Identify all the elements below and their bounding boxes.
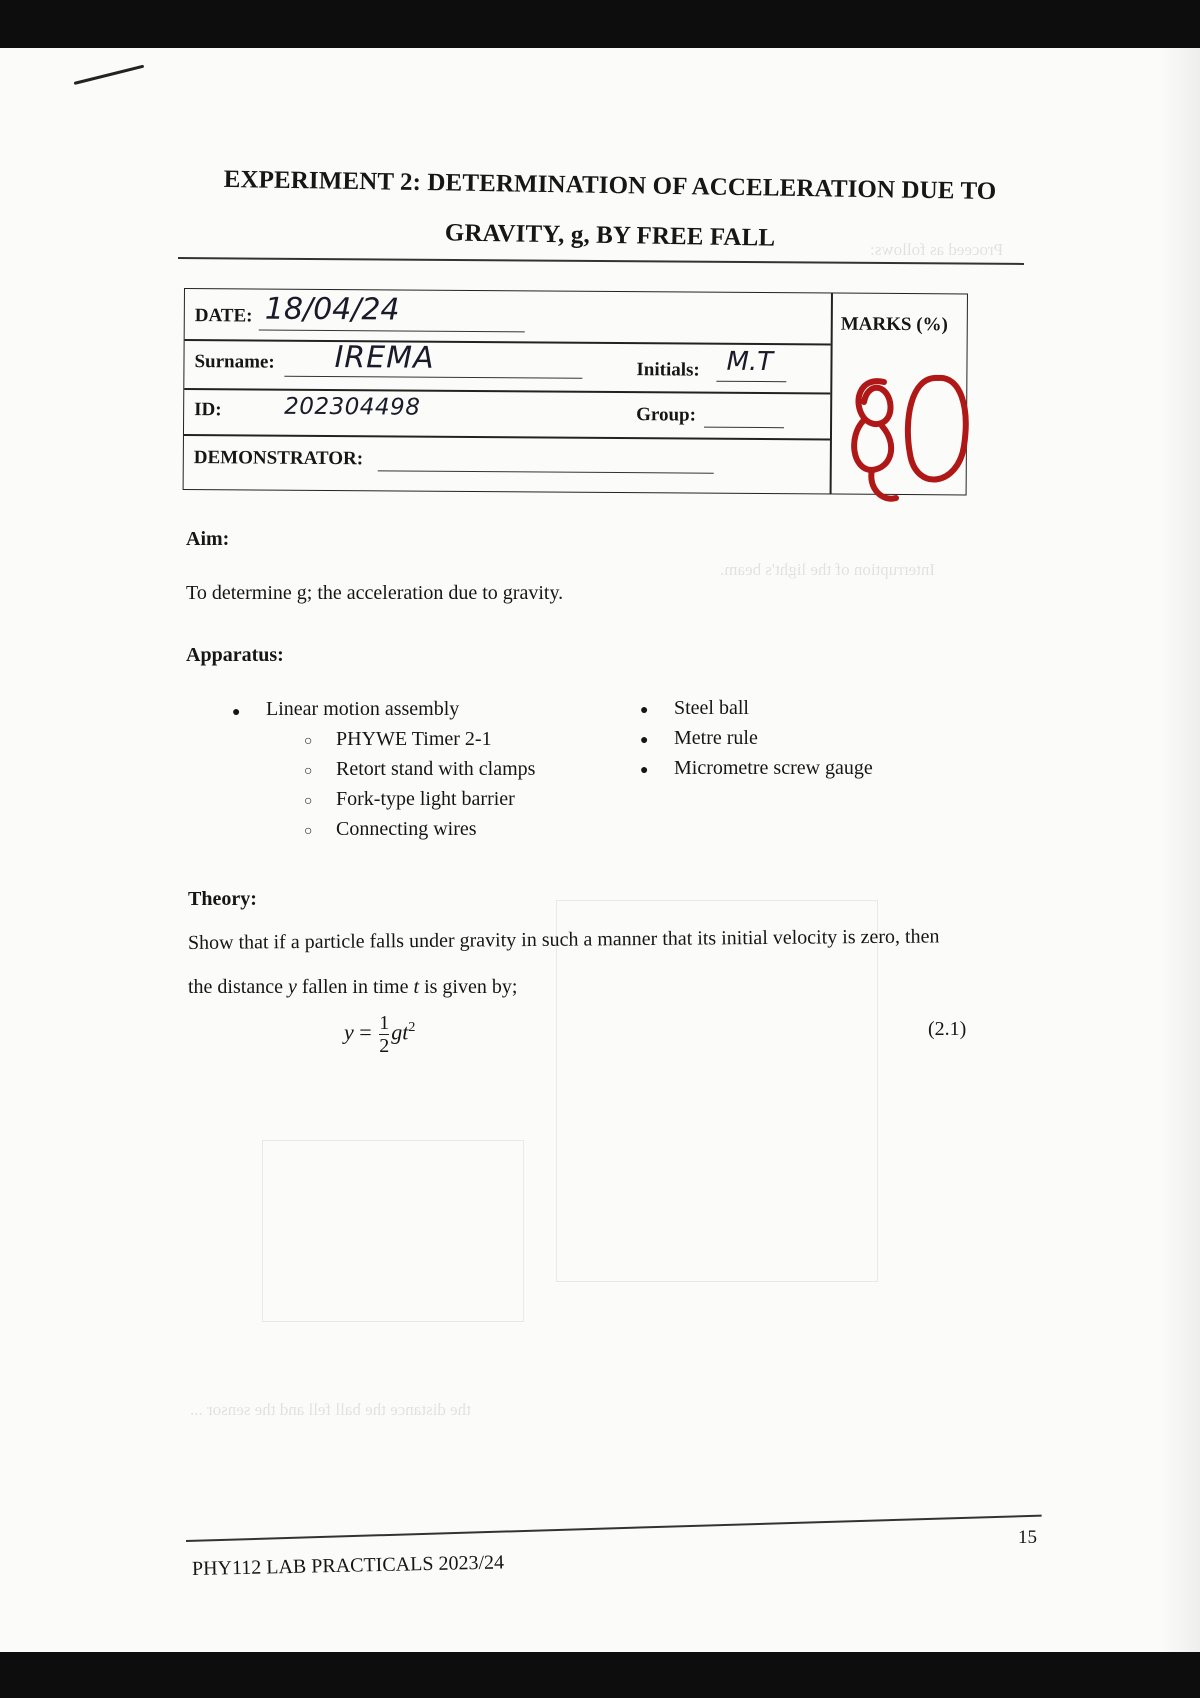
marks-label: MARKS (%) <box>840 313 948 336</box>
apparatus-heading: Apparatus: <box>186 644 284 666</box>
apparatus-sub-item: Retort stand with clamps <box>336 758 536 780</box>
apparatus-item: Micrometre screw gauge <box>674 757 873 779</box>
initials-value: M.T <box>726 346 774 378</box>
bullet-icon: ● <box>640 733 649 748</box>
theory-text-line-2: the distance y fallen in time t is given by; <box>188 976 518 998</box>
apparatus-sub-item: Fork-type light barrier <box>336 788 515 810</box>
handwritten-grade-mark <box>838 362 978 512</box>
footer-course-label: PHY112 LAB PRACTICALS 2023/24 <box>191 1551 505 1580</box>
free-fall-equation: y = $\frac{1}{2}$ $gt^2$ <box>344 1012 416 1057</box>
bullet-icon: ● <box>640 763 649 778</box>
bullet-icon: ● <box>640 703 649 718</box>
group-label: Group: <box>636 404 697 426</box>
initials-label: Initials: <box>636 359 700 381</box>
date-label: DATE: <box>194 305 253 327</box>
bleed-through-text: Interruption of the light's beam. <box>720 560 936 579</box>
hollow-bullet-icon: ○ <box>304 734 313 749</box>
apparatus-item: Metre rule <box>674 727 758 749</box>
bullet-icon: ● <box>232 705 241 720</box>
date-value: 18/04/24 <box>264 291 400 328</box>
id-label: ID: <box>194 399 222 421</box>
scan-edge-bottom <box>0 1652 1200 1698</box>
apparatus-sub-item: PHYWE Timer 2-1 <box>336 728 492 750</box>
apparatus-sub-item: Connecting wires <box>336 818 477 840</box>
hollow-bullet-icon: ○ <box>304 794 313 809</box>
surname-label: Surname: <box>194 351 275 373</box>
demonstrator-label: DEMONSTRATOR: <box>193 447 364 470</box>
id-value: 202304498 <box>284 393 421 421</box>
bleed-through-diagram <box>556 900 878 1282</box>
scan-edge-top <box>0 0 1200 50</box>
theory-heading: Theory: <box>188 888 257 910</box>
bleed-through-diagram <box>262 1140 524 1322</box>
apparatus-item: Linear motion assembly <box>266 698 460 720</box>
theory-text-line-1: Show that if a particle falls under gravity in such a manner that its initial velocity is zero, then <box>187 925 940 954</box>
aim-text: To determine g; the acceleration due to gravity. <box>186 582 564 604</box>
equation-fraction: $\frac{1}{2}$ <box>379 1012 390 1057</box>
hollow-bullet-icon: ○ <box>304 824 313 839</box>
equation-number: (2.1) <box>928 1018 967 1040</box>
experiment-title-line-1: EXPERIMENT 2: DETERMINATION OF ACCELERATION DUE TO <box>223 165 997 206</box>
paper-page <box>0 48 1200 1654</box>
aim-heading: Aim: <box>186 528 230 550</box>
experiment-title-line-2: GRAVITY, g, BY FREE FALL <box>444 219 776 252</box>
paper-shadow <box>1160 48 1200 1654</box>
bleed-through-text: Proceed as follows: <box>870 240 1004 259</box>
surname-value: IREMA <box>334 340 435 376</box>
bleed-through-text: the distance the ball fell and the sensor ... <box>190 1400 471 1419</box>
apparatus-item: Steel ball <box>674 697 749 719</box>
page-number: 15 <box>1018 1527 1037 1548</box>
hollow-bullet-icon: ○ <box>304 764 313 779</box>
